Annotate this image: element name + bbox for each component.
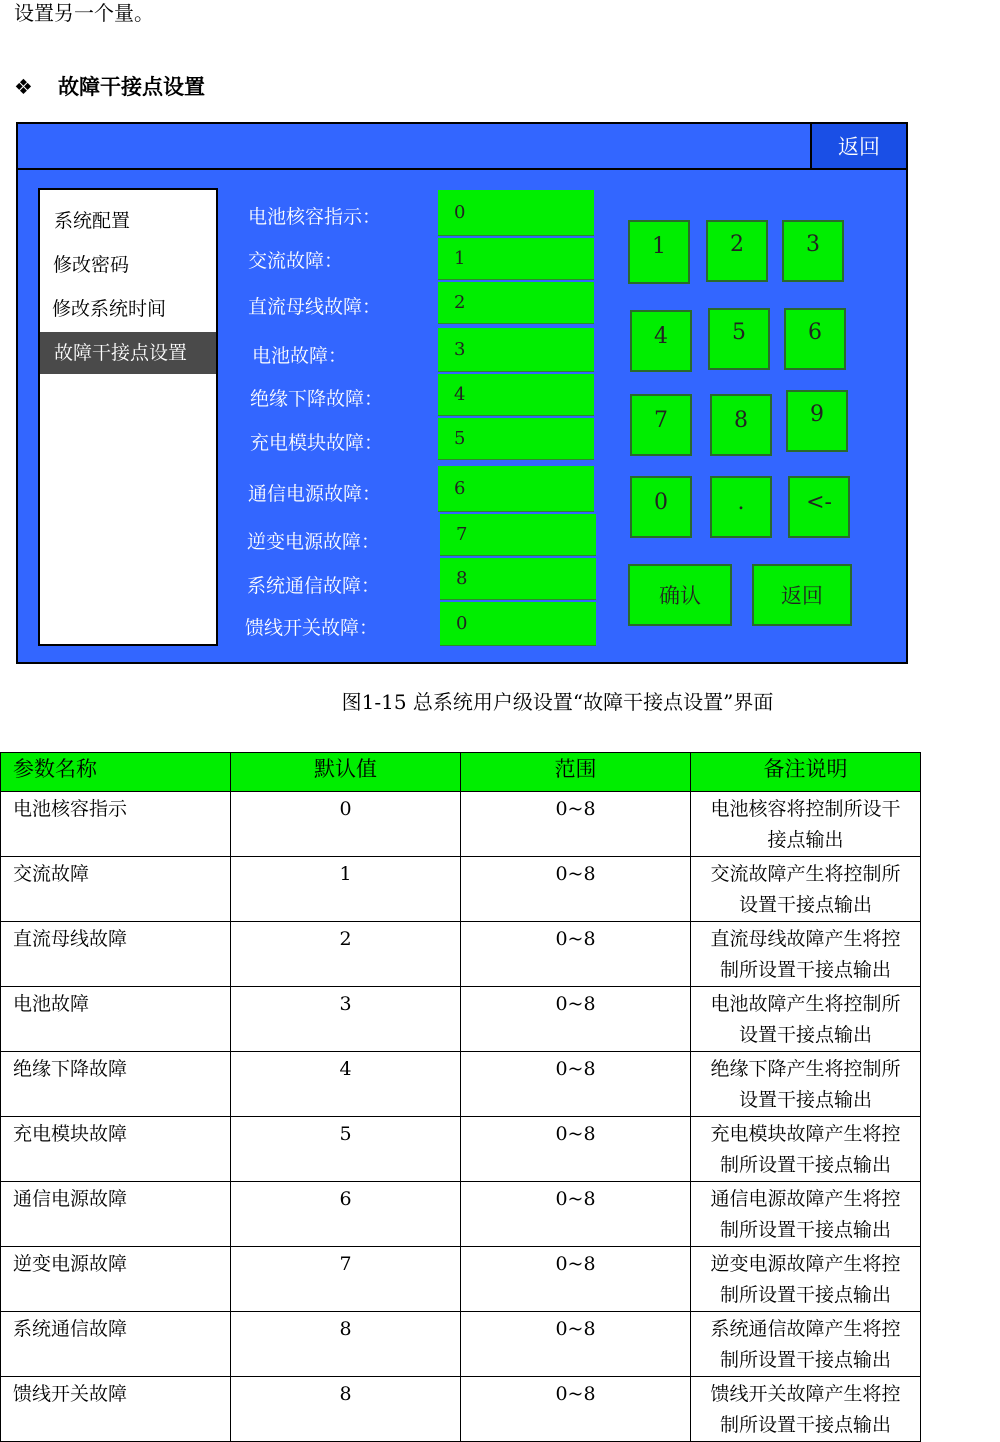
param-label-insulation-fault: 绝缘下降故障： — [250, 388, 384, 410]
cell-name: 系统通信故障 — [1, 1312, 231, 1377]
cell-note: 馈线开关故障产生将控制所设置干接点输出 — [691, 1377, 921, 1442]
cell-default: 5 — [231, 1117, 461, 1182]
table-row — [1, 1247, 921, 1312]
sidebar-item-change-time[interactable]: 修改系统时间 — [52, 298, 167, 320]
table-row — [1, 1312, 921, 1377]
keypad-key-6[interactable]: 6 — [784, 308, 846, 370]
table-row — [1, 857, 921, 922]
param-input-dc-bus-fault[interactable]: 2 — [438, 282, 594, 324]
col-header-default: 默认值 — [231, 753, 461, 792]
table-row — [1, 1052, 921, 1117]
param-input-comm-power-fault[interactable]: 6 — [438, 466, 594, 512]
cell-note: 充电模块故障产生将控制所设置干接点输出 — [691, 1117, 921, 1182]
keypad-key-9[interactable]: 9 — [786, 390, 848, 452]
cell-default: 2 — [231, 922, 461, 987]
cell-range: 0~8 — [461, 1312, 691, 1377]
keypad-key-5[interactable]: 5 — [708, 308, 770, 370]
param-input-system-comm-fault[interactable]: 8 — [440, 558, 596, 600]
cell-range: 0~8 — [461, 857, 691, 922]
cell-name: 充电模块故障 — [1, 1117, 231, 1182]
cell-name: 电池核容指示 — [1, 792, 231, 857]
cell-default: 1 — [231, 857, 461, 922]
cell-range: 0~8 — [461, 1117, 691, 1182]
back-button[interactable]: 返回 — [752, 564, 852, 626]
param-label-charger-fault: 充电模块故障： — [250, 432, 384, 454]
param-label-battery-fault: 电池故障： — [252, 345, 348, 367]
cell-range: 0~8 — [461, 987, 691, 1052]
cell-note: 逆变电源故障产生将控制所设置干接点输出 — [691, 1247, 921, 1312]
cell-default: 6 — [231, 1182, 461, 1247]
keypad-key-7[interactable]: 7 — [630, 394, 692, 456]
param-input-insulation-fault[interactable]: 4 — [438, 374, 594, 416]
param-input-feeder-switch-fault[interactable]: 0 — [440, 602, 596, 646]
param-input-ac-fault[interactable]: 1 — [438, 238, 594, 280]
cell-note: 直流母线故障产生将控制所设置干接点输出 — [691, 922, 921, 987]
cell-default: 4 — [231, 1052, 461, 1117]
cell-note: 绝缘下降产生将控制所设置干接点输出 — [691, 1052, 921, 1117]
fault-contact-settings-panel — [16, 122, 908, 664]
table-row — [1, 1377, 921, 1442]
sidebar-item-system-config[interactable]: 系统配置 — [54, 210, 131, 232]
cell-default: 8 — [231, 1312, 461, 1377]
table-row — [1, 922, 921, 987]
figure-caption: 图1-15 总系统用户级设置“故障干接点设置”界面 — [341, 690, 774, 714]
cell-name: 逆变电源故障 — [1, 1247, 231, 1312]
table-row — [1, 1182, 921, 1247]
sidebar-item-change-password[interactable]: 修改密码 — [53, 254, 130, 276]
param-input-charger-fault[interactable]: 5 — [438, 418, 594, 460]
cell-note: 电池故障产生将控制所设置干接点输出 — [691, 987, 921, 1052]
param-label-comm-power-fault: 通信电源故障： — [248, 483, 382, 505]
keypad-key-dot[interactable]: . — [710, 476, 772, 538]
keypad-key-3[interactable]: 3 — [782, 220, 844, 282]
cell-note: 交流故障产生将控制所设置干接点输出 — [691, 857, 921, 922]
keypad-key-2[interactable]: 2 — [706, 220, 768, 282]
param-input-battery-capacity[interactable]: 0 — [438, 190, 594, 236]
section-heading — [14, 72, 205, 102]
param-label-system-comm-fault: 系统通信故障： — [247, 575, 381, 597]
keypad-key-8[interactable]: 8 — [710, 394, 772, 456]
cell-default: 3 — [231, 987, 461, 1052]
cell-range: 0~8 — [461, 922, 691, 987]
col-header-name: 参数名称 — [1, 753, 231, 792]
cell-default: 8 — [231, 1377, 461, 1442]
param-label-ac-fault: 交流故障： — [248, 250, 344, 272]
keypad-key-4[interactable]: 4 — [630, 310, 692, 372]
cell-name: 绝缘下降故障 — [1, 1052, 231, 1117]
section-title: 故障干接点设置 — [58, 75, 205, 99]
cell-name: 直流母线故障 — [1, 922, 231, 987]
diamond-bullet-icon: ❖ — [14, 75, 33, 99]
sidebar-item-fault-contact[interactable]: 故障干接点设置 — [40, 332, 216, 374]
table-header-row — [1, 753, 921, 792]
settings-sidebar — [38, 188, 218, 646]
param-label-inverter-fault: 逆变电源故障： — [247, 531, 381, 553]
cell-range: 0~8 — [461, 1182, 691, 1247]
cell-name: 交流故障 — [1, 857, 231, 922]
cell-range: 0~8 — [461, 792, 691, 857]
param-label-feeder-switch-fault: 馈线开关故障： — [245, 617, 379, 639]
table-row — [1, 987, 921, 1052]
cell-note: 通信电源故障产生将控制所设置干接点输出 — [691, 1182, 921, 1247]
keypad-key-1[interactable]: 1 — [628, 220, 690, 284]
keypad-key-backspace[interactable]: <- — [788, 476, 850, 538]
keypad-key-0[interactable]: 0 — [630, 476, 692, 538]
parameter-table — [0, 752, 921, 1442]
param-label-dc-bus-fault: 直流母线故障： — [248, 296, 382, 318]
param-input-inverter-fault[interactable]: 7 — [440, 514, 596, 556]
cell-default: 0 — [231, 792, 461, 857]
param-input-battery-fault[interactable]: 3 — [438, 328, 594, 372]
table-row — [1, 1117, 921, 1182]
cell-name: 电池故障 — [1, 987, 231, 1052]
cell-range: 0~8 — [461, 1247, 691, 1312]
cell-name: 通信电源故障 — [1, 1182, 231, 1247]
col-header-note: 备注说明 — [691, 753, 921, 792]
col-header-range: 范围 — [461, 753, 691, 792]
cell-default: 7 — [231, 1247, 461, 1312]
cell-note: 电池核容将控制所设干接点输出 — [691, 792, 921, 857]
cell-note: 系统通信故障产生将控制所设置干接点输出 — [691, 1312, 921, 1377]
table-row — [1, 792, 921, 857]
cell-range: 0~8 — [461, 1377, 691, 1442]
cell-range: 0~8 — [461, 1052, 691, 1117]
panel-header-bar — [18, 124, 906, 170]
cell-name: 馈线开关故障 — [1, 1377, 231, 1442]
back-top-button[interactable]: 返回 — [810, 124, 906, 168]
param-label-battery-capacity: 电池核容指示： — [248, 206, 382, 228]
intro-text: 设置另一个量。 — [14, 1, 154, 25]
confirm-button[interactable]: 确认 — [628, 564, 732, 626]
